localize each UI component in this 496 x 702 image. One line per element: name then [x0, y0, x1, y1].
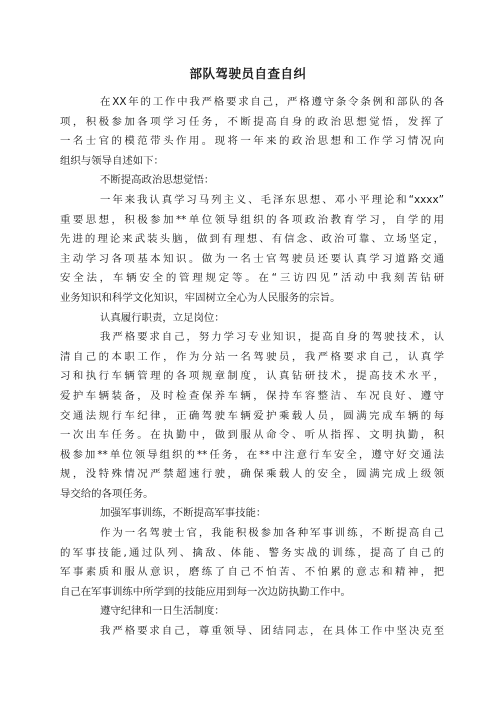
section-heading: 认真履行职责，立足岗位： — [100, 311, 225, 324]
paragraph-line: 项，积极参加各项学习任务，不断提高自身的政治思想觉悟，发挥了 — [60, 115, 444, 128]
paragraph-line: 我严格要求自己，尊重领导、团结同志，在具体工作中坚决克至 — [100, 625, 444, 638]
paragraph-line: 极参加**单位领导组织的**任务，在**中注意行车安全，遵守好交通法 — [60, 448, 444, 461]
paragraph-line: 在XX年的工作中我严格要求自己，严格遵守条令条例和部队的各 — [100, 96, 444, 108]
paragraph-line: 自己在军事训练中所学到的技能应用到每一次边防执勤工作中。 — [60, 585, 351, 598]
paragraph-line: 安全法，车辆安全的管理规定等。在“三访四见”活动中我刻苦钻研 — [60, 272, 444, 285]
paragraph-line: 组织与领导自述如下： — [60, 154, 164, 167]
paragraph-line: 重要思想，积极参加**单位领导组织的各项政治教育学习，自学的用 — [60, 213, 444, 226]
document-title: 部队驾驶员自查自纠 — [189, 66, 307, 81]
paragraph-line: 交通法规行车纪律，正确驾驶车辆爱护乘载人员，圆满完成车辆的每 — [60, 409, 444, 422]
paragraph-line: 我严格要求自己，努力学习专业知识，提高自身的驾驶技术，认 — [100, 331, 444, 344]
paragraph-line: 一名士官的模范带头作用。现将一年来的政治思想和工作学习情况向 — [60, 135, 444, 148]
paragraph-line: 清自己的本职工作，作为分站一名驾驶员，我严格要求自己，认真学 — [60, 350, 444, 363]
section-heading: 加强军事训练，不断提高军事技能： — [100, 507, 267, 520]
document-body — [60, 93, 444, 642]
section-heading: 遵守纪律和一日生活制度： — [100, 605, 225, 618]
paragraph-line: 业务知识和科学文化知识，牢固树立全心为人民服务的宗旨。 — [60, 291, 341, 304]
paragraph-line: 先进的理论来武装头脑，做到有理想、有信念、政治可靠、立场坚定， — [60, 233, 444, 246]
paragraph-line: 爱护车辆装备，及时检查保养车辆，保持车容整洁、车况良好、遵守 — [60, 389, 444, 402]
paragraph-line: 一次出车任务。在执勤中，做到服从命令、听从指挥、文明执勤，积 — [60, 429, 444, 442]
paragraph-line: 导交给的各项任务。 — [60, 487, 154, 500]
paragraph-line: 习和执行车辆管理的各项规章制度，认真钻研技术，提高技术水平， — [60, 370, 444, 383]
paragraph-line: 主动学习各项基本知识。做为一名士官驾驶员还要认真学习道路交通 — [60, 252, 444, 265]
paragraph-line: 军事素质和服从意识，磨练了自己不怕苦、不怕累的意志和精神，把 — [60, 566, 444, 579]
paragraph-line: 一年来我认真学习马列主义、毛泽东思想、邓小平理论和“xxxx” — [100, 193, 444, 206]
paragraph-line: 的军事技能,通过队列、擒敌、体能、警务实战的训练，提高了自己的 — [60, 546, 444, 559]
section-heading: 不断提高政治思想觉悟： — [100, 174, 215, 187]
paragraph-line: 作为一名驾驶士官，我能积极参加各种军事训练，不断提高自己 — [100, 527, 444, 540]
paragraph-line: 规，没特殊情况严禁超速行驶，确保乘载人的安全，圆满完成上级领 — [60, 468, 444, 481]
